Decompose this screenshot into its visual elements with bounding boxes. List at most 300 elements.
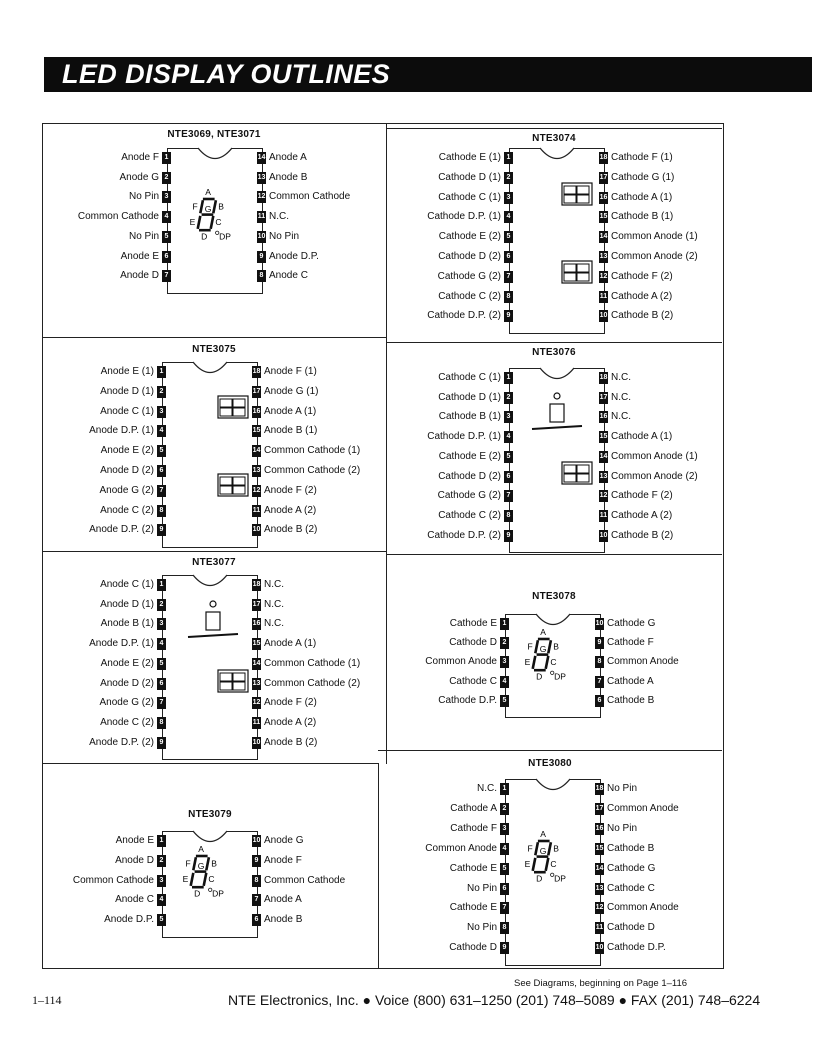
part-number-title: NTE3069, NTE3071	[167, 129, 261, 140]
pin-14: 14	[599, 451, 608, 463]
pin-label: Cathode E (1)	[438, 152, 501, 163]
segment-label-g: G	[539, 846, 547, 856]
pin-label: Cathode C	[449, 675, 497, 687]
pin-label: Anode D.P. (2)	[89, 736, 154, 748]
pin-label: Cathode A (2)	[611, 509, 673, 521]
pin-9: 9	[157, 737, 166, 749]
pin-17: 17	[252, 599, 261, 611]
pin-label: Anode C (1)	[100, 579, 154, 590]
pin-label: Anode E	[120, 250, 159, 262]
pin-13: 13	[252, 678, 261, 690]
pin-12: 12	[252, 485, 261, 497]
pin-10: 10	[599, 530, 608, 542]
segment-e	[191, 873, 194, 886]
segment-label-c: C	[215, 217, 222, 227]
pin-label: Anode E (1)	[100, 366, 154, 377]
pin-17: 17	[595, 803, 604, 815]
pin-label: Common Cathode (1)	[264, 657, 361, 669]
pin-label: Anode D.P.	[104, 914, 154, 926]
pin-label: Common Cathode (2)	[264, 465, 361, 476]
pin-2: 2	[157, 599, 166, 611]
segment-label-e: E	[182, 874, 189, 884]
pin-label: N.C.	[611, 411, 631, 423]
pin-10: 10	[595, 942, 604, 954]
pin-label: Anode A	[269, 152, 307, 163]
segment-label-b: B	[553, 843, 559, 854]
segment-label-d: D	[201, 231, 208, 242]
pin-label: No Pin	[128, 230, 159, 242]
pin-10: 10	[252, 835, 261, 847]
pin-label: Anode A	[264, 894, 302, 906]
pin-label: Cathode A (1)	[611, 431, 673, 443]
pin-10: 10	[257, 231, 266, 243]
segment-label-a: A	[540, 829, 546, 840]
pin-label: Cathode D.P. (1)	[427, 431, 501, 443]
segment-e	[198, 216, 201, 229]
pin-label: Anode C	[115, 894, 154, 906]
pin-label: Cathode E (2)	[438, 231, 501, 243]
pin-label: No Pin	[128, 191, 159, 203]
part-number-title: NTE3080	[528, 758, 572, 769]
pin-label: Cathode C (1)	[438, 372, 501, 383]
pin-1: 1	[500, 783, 509, 795]
segment-c	[546, 858, 549, 871]
pin-7: 7	[157, 485, 166, 497]
pin-16: 16	[252, 406, 261, 418]
pin-7: 7	[500, 902, 509, 914]
rotated-digit-1	[562, 462, 592, 484]
pin-8: 8	[252, 875, 261, 887]
segment-c	[546, 656, 549, 669]
pin-label: N.C.	[477, 783, 497, 794]
segment-label-g: G	[197, 861, 205, 871]
pin-5: 5	[500, 863, 509, 875]
segment-b	[548, 640, 551, 653]
pin-label: Cathode C (1)	[438, 191, 501, 203]
pin-1: 1	[500, 618, 509, 630]
segment-label-g: G	[539, 644, 547, 654]
pin-label: Common Cathode	[264, 874, 346, 886]
segment-diagram	[386, 555, 722, 751]
segment-label-b: B	[553, 641, 559, 652]
pin-label: N.C.	[264, 618, 284, 630]
segment-diagram	[378, 751, 722, 968]
pin-label: Anode B (1)	[100, 618, 154, 630]
pin-label: No Pin	[466, 882, 497, 894]
segment-label-d: D	[536, 873, 543, 884]
pin-3: 3	[157, 875, 166, 887]
segment-label-e: E	[189, 217, 196, 227]
segment-diagram	[386, 129, 722, 343]
pin-5: 5	[157, 658, 166, 670]
pin-label: Anode B	[264, 914, 303, 926]
pin-12: 12	[257, 191, 266, 203]
pin-1: 1	[504, 152, 513, 164]
rotated-digit-0	[562, 183, 592, 205]
pin-16: 16	[595, 823, 604, 835]
pin-label: N.C.	[611, 372, 631, 383]
pin-label: Cathode E	[449, 862, 497, 874]
pin-label: Cathode B (1)	[438, 411, 501, 423]
pin-label: No Pin	[466, 922, 497, 934]
rotated-digit-0	[218, 396, 248, 418]
segment-diagram	[42, 764, 378, 968]
pin-4: 4	[157, 894, 166, 906]
pin-2: 2	[504, 172, 513, 184]
pin-label: Anode A (2)	[264, 504, 317, 516]
pin-label: Common Anode	[607, 656, 679, 668]
panel-nte3076	[386, 342, 722, 555]
pin-label: Cathode A (1)	[611, 191, 673, 203]
pin-label: Cathode E (2)	[438, 450, 501, 462]
pin-label: N.C.	[611, 391, 631, 403]
pin-14: 14	[257, 152, 266, 164]
pin-18: 18	[252, 579, 261, 591]
pin-3: 3	[157, 618, 166, 630]
pin-7: 7	[504, 490, 513, 502]
segment-f	[535, 640, 538, 653]
pin-label: Anode D.P. (1)	[89, 425, 154, 437]
pin-label: Anode C	[269, 270, 308, 282]
pin-10: 10	[252, 737, 261, 749]
pin-14: 14	[599, 231, 608, 243]
segment-label-d: D	[194, 888, 201, 899]
pin-14: 14	[252, 658, 261, 670]
segment-label-b: B	[211, 858, 217, 869]
pin-17: 17	[599, 392, 608, 404]
pin-11: 11	[252, 717, 261, 729]
pin-label: No Pin	[607, 783, 638, 794]
pin-label: Anode G (2)	[99, 484, 154, 496]
pin-5: 5	[162, 231, 171, 243]
pin-6: 6	[157, 678, 166, 690]
pin-label: Cathode F	[607, 637, 654, 649]
pin-label: Cathode B (2)	[611, 310, 674, 322]
segment-label-f: F	[192, 201, 198, 212]
pin-label: Cathode D (1)	[438, 171, 501, 183]
pin-7: 7	[252, 894, 261, 906]
pin-2: 2	[500, 637, 509, 649]
digit-0	[525, 627, 567, 681]
header-banner	[44, 57, 812, 92]
panel-nte3078	[386, 554, 722, 751]
pin-label: Cathode A	[607, 675, 654, 687]
pin-18: 18	[252, 366, 261, 378]
rotated-digit-1	[218, 474, 248, 496]
pin-label: Common Anode (2)	[611, 470, 698, 482]
pin-7: 7	[157, 697, 166, 709]
pin-12: 12	[599, 271, 608, 283]
segment-c	[204, 873, 207, 886]
rotated-digit-1	[218, 670, 248, 692]
pin-13: 13	[252, 465, 261, 477]
company-footer: NTE Electronics, Inc. ● Voice (800) 631–1250 (201) 748–5089 ● FAX (201) 748–6224	[228, 992, 761, 1008]
pin-11: 11	[595, 922, 604, 934]
part-number-title: NTE3076	[532, 347, 576, 358]
pin-label: Cathode D	[449, 942, 497, 954]
pin-11: 11	[599, 291, 608, 303]
rotated-digit-1	[562, 261, 592, 283]
pin-12: 12	[595, 902, 604, 914]
pin-4: 4	[157, 638, 166, 650]
segment-b	[206, 857, 209, 870]
segment-f	[193, 857, 196, 870]
pin-label: Cathode D	[449, 637, 497, 649]
pin-label: Anode D (1)	[100, 598, 154, 610]
segment-label-a: A	[205, 187, 211, 198]
pin-15: 15	[252, 638, 261, 650]
pin-1: 1	[504, 372, 513, 384]
pin-label: Anode C (2)	[100, 716, 154, 728]
digit-0	[183, 844, 225, 898]
pin-label: Anode D (2)	[100, 465, 154, 476]
pin-10: 10	[252, 524, 261, 536]
pin-label: N.C.	[264, 579, 284, 590]
pin-2: 2	[162, 172, 171, 184]
pin-label: Anode E (2)	[100, 445, 154, 457]
pin-label: Anode F	[264, 854, 302, 866]
segment-diagram	[42, 552, 386, 764]
pin-label: Common Anode (1)	[611, 231, 698, 243]
pin-8: 8	[157, 717, 166, 729]
pin-label: Cathode F	[450, 822, 497, 834]
pin-6: 6	[252, 914, 261, 926]
pin-label: Cathode E	[449, 902, 497, 914]
pin-9: 9	[595, 637, 604, 649]
pin-8: 8	[595, 656, 604, 668]
pin-4: 4	[500, 843, 509, 855]
panel-nte3075	[42, 337, 387, 552]
pin-label: Cathode B	[607, 842, 655, 854]
segment-b	[213, 200, 216, 213]
panel-nte3077	[42, 551, 387, 764]
pin-label: Cathode D.P. (1)	[427, 211, 501, 223]
pin-6: 6	[504, 471, 513, 483]
pin-15: 15	[599, 431, 608, 443]
pin-label: N.C.	[269, 211, 289, 223]
pin-5: 5	[504, 231, 513, 243]
pin-label: Cathode E	[449, 618, 497, 629]
segment-diagram	[42, 124, 386, 338]
pin-5: 5	[157, 445, 166, 457]
pin-8: 8	[504, 291, 513, 303]
pin-label: Cathode D.P. (2)	[427, 310, 501, 322]
pin-6: 6	[157, 465, 166, 477]
pin-14: 14	[595, 863, 604, 875]
pin-label: Anode B	[269, 171, 308, 183]
pin-1: 1	[162, 152, 171, 164]
segment-label-f: F	[527, 843, 533, 854]
plus-one-digit	[188, 601, 238, 637]
pin-label: Anode G	[264, 835, 304, 846]
pin-label: Cathode G (2)	[437, 490, 501, 502]
pin-label: Cathode D.P.	[607, 942, 666, 954]
segment-label-dp: DP	[554, 671, 566, 682]
pin-3: 3	[500, 823, 509, 835]
plus-one-digit	[532, 393, 582, 429]
part-number-title: NTE3079	[188, 809, 232, 820]
pin-11: 11	[599, 510, 608, 522]
part-number-title: NTE3074	[532, 133, 576, 144]
segment-label-g: G	[204, 204, 212, 214]
pin-label: Anode A (1)	[264, 405, 317, 417]
segment-b	[548, 842, 551, 855]
pin-label: Anode F (2)	[264, 484, 317, 496]
pin-label: Cathode G	[607, 862, 656, 874]
pin-label: Anode B (2)	[264, 524, 318, 536]
pin-label: Anode D	[120, 270, 159, 282]
pin-13: 13	[599, 251, 608, 263]
pin-5: 5	[157, 914, 166, 926]
pin-label: Cathode G	[607, 618, 656, 629]
pin-4: 4	[504, 211, 513, 223]
pin-3: 3	[500, 656, 509, 668]
pin-7: 7	[162, 270, 171, 282]
segment-label-a: A	[198, 844, 204, 855]
segment-label-d: D	[536, 671, 543, 682]
pin-2: 2	[500, 803, 509, 815]
segment-label-f: F	[527, 641, 533, 652]
pin-6: 6	[500, 883, 509, 895]
pin-label: Common Cathode	[72, 874, 154, 886]
segment-f	[535, 842, 538, 855]
pin-11: 11	[252, 505, 261, 517]
pin-label: Cathode C (2)	[438, 290, 501, 302]
page-title: LED DISPLAY OUTLINES	[62, 59, 391, 89]
pin-8: 8	[257, 270, 266, 282]
pin-13: 13	[257, 172, 266, 184]
pin-7: 7	[595, 676, 604, 688]
pin-1: 1	[157, 579, 166, 591]
pin-2: 2	[504, 392, 513, 404]
segment-label-c: C	[550, 657, 557, 667]
pin-label: Common Anode (2)	[611, 251, 698, 262]
pin-label: Cathode D (2)	[438, 251, 501, 262]
pin-9: 9	[157, 524, 166, 536]
pin-4: 4	[162, 211, 171, 223]
pin-18: 18	[595, 783, 604, 795]
pin-9: 9	[504, 530, 513, 542]
segment-label-e: E	[524, 859, 531, 869]
pin-label: Anode B (2)	[264, 736, 318, 748]
pin-11: 11	[257, 211, 266, 223]
pin-label: Cathode A (2)	[611, 290, 673, 302]
pin-label: Anode F (2)	[264, 697, 317, 709]
pin-label: Anode G (1)	[264, 385, 319, 397]
pin-8: 8	[500, 922, 509, 934]
pin-6: 6	[595, 695, 604, 707]
pin-15: 15	[252, 425, 261, 437]
pin-6: 6	[162, 251, 171, 263]
part-number-title: NTE3075	[192, 344, 236, 355]
pin-label: No Pin	[607, 822, 638, 834]
segment-label-e: E	[524, 657, 531, 667]
pin-label: Anode F (1)	[264, 366, 317, 377]
pin-9: 9	[504, 310, 513, 322]
pin-17: 17	[252, 386, 261, 398]
segment-diagram	[386, 343, 722, 555]
pin-8: 8	[504, 510, 513, 522]
pin-7: 7	[504, 271, 513, 283]
pin-13: 13	[595, 883, 604, 895]
pin-4: 4	[500, 676, 509, 688]
pin-10: 10	[595, 618, 604, 630]
pin-5: 5	[500, 695, 509, 707]
pin-3: 3	[162, 191, 171, 203]
digit-0	[190, 187, 232, 241]
pin-label: Anode D (2)	[100, 677, 154, 689]
segment-c	[211, 216, 214, 229]
pin-1: 1	[157, 366, 166, 378]
pin-15: 15	[599, 211, 608, 223]
pin-label: Cathode B (1)	[611, 211, 674, 223]
pin-label: Cathode D (1)	[438, 391, 501, 403]
pin-16: 16	[252, 618, 261, 630]
pin-label: Cathode D (2)	[438, 470, 501, 482]
pin-1: 1	[157, 835, 166, 847]
segment-label-f: F	[185, 858, 191, 869]
pin-12: 12	[252, 697, 261, 709]
pin-label: Cathode G (2)	[437, 270, 501, 282]
segment-label-b: B	[218, 201, 224, 212]
pin-label: Cathode C	[607, 882, 655, 894]
pin-2: 2	[157, 386, 166, 398]
pin-label: Common Cathode	[269, 191, 351, 203]
pin-label: Cathode B (2)	[611, 529, 674, 541]
diagram-footnote: See Diagrams, beginning on Page 1–116	[514, 978, 688, 989]
pin-label: Cathode D.P.	[438, 694, 497, 706]
segment-label-dp: DP	[212, 888, 224, 899]
segment-label-c: C	[208, 874, 215, 884]
pin-label: Cathode F (1)	[611, 152, 673, 163]
pin-18: 18	[599, 152, 608, 164]
pin-label: Cathode F (2)	[611, 490, 673, 502]
pin-2: 2	[157, 855, 166, 867]
pin-label: Anode D	[115, 854, 154, 866]
pin-3: 3	[157, 406, 166, 418]
pin-9: 9	[500, 942, 509, 954]
pin-label: Common Anode (1)	[611, 450, 698, 462]
segment-label-c: C	[550, 859, 557, 869]
pin-label: Cathode A	[450, 802, 497, 814]
pin-label: Cathode D	[607, 922, 655, 934]
pin-label: Common Cathode (1)	[264, 445, 361, 457]
pin-14: 14	[252, 445, 261, 457]
pin-label: Cathode G (1)	[611, 171, 675, 183]
pin-15: 15	[595, 843, 604, 855]
pin-5: 5	[504, 451, 513, 463]
pin-label: Cathode F (2)	[611, 270, 673, 282]
pin-label: Common Anode	[425, 842, 497, 854]
panel-nte3074	[386, 128, 722, 343]
pin-10: 10	[599, 310, 608, 322]
panel-nte3069-nte3071	[42, 123, 387, 338]
pin-label: Anode F	[121, 152, 159, 163]
pin-label: No Pin	[269, 230, 300, 242]
pin-label: Anode G	[119, 171, 159, 183]
panel-nte3079	[42, 763, 379, 968]
segment-label-dp: DP	[554, 873, 566, 884]
pin-label: Anode C (1)	[100, 405, 154, 417]
panel-nte3080	[378, 750, 722, 968]
pin-label: Common Cathode (2)	[264, 677, 361, 689]
pin-label: Anode D.P. (1)	[89, 638, 154, 650]
pin-9: 9	[257, 251, 266, 263]
pin-label: Common Cathode	[77, 211, 159, 223]
pin-label: Anode B (1)	[264, 425, 318, 437]
digit-0	[525, 829, 567, 883]
segment-e	[533, 656, 536, 669]
